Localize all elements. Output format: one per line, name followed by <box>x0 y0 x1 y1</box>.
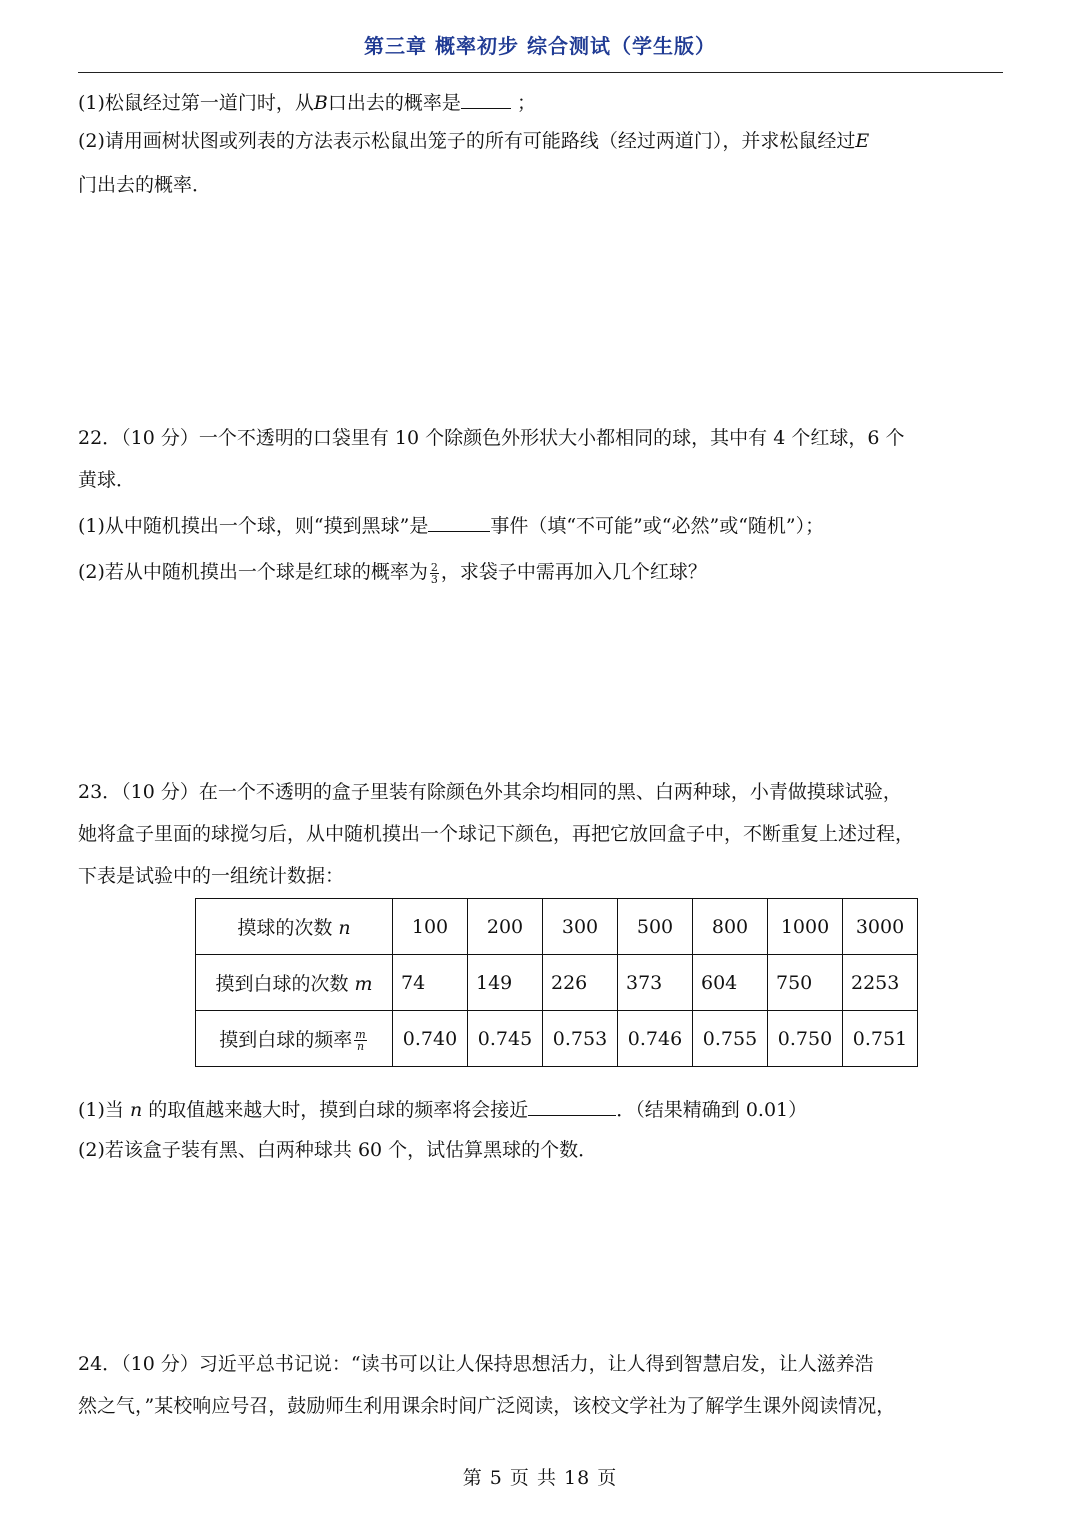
q21-part1: (1)松鼠经过第一道门时，从B口出去的概率是 ； <box>78 88 1003 116</box>
q22-stem: 22．（10 分）一个不透明的口袋里有 10 个除颜色外形状大小都相同的球，其中有 4 个红球，6 个 <box>78 427 905 449</box>
table-cell: 226 <box>543 955 618 1011</box>
q21-part2: (2)请用画树状图或列表的方法表示松鼠出笼子的所有可能路线（经过两道门），并求松鼠经过E <box>78 130 870 152</box>
q24-stem: 24．（10 分）习近平总书记说：“读书可以让人保持思想活力，让人得到智慧启发，让人滋养浩 <box>78 1353 874 1375</box>
table-cell: 750 <box>768 955 843 1011</box>
statistics-table <box>195 898 918 1067</box>
row-label-trials: 摸球的次数 n <box>196 899 393 955</box>
header-divider <box>78 72 1003 73</box>
q23-part1: (1)当 n 的取值越来越大时，摸到白球的频率将会接近 ．（结果精确到 0.01） <box>78 1095 1003 1123</box>
table-cell: 74 <box>393 955 468 1011</box>
table-cell: 100 <box>393 899 468 955</box>
table-cell: 800 <box>693 899 768 955</box>
table-cell: 0.745 <box>468 1011 543 1067</box>
table-cell: 0.746 <box>618 1011 693 1067</box>
fraction-m-over-n: $\frac{m}{n}$ <box>355 1028 366 1054</box>
table-cell: 0.750 <box>768 1011 843 1067</box>
table-cell: 373 <box>618 955 693 1011</box>
q23-part2: (2)若该盒子装有黑、白两种球共 60 个，试估算黑球的个数． <box>78 1139 598 1161</box>
q22-part2: (2)若从中随机摸出一个球是红球的概率为 $\frac{2}{3}$ ，求袋子中需再加入几个红球？ <box>78 560 707 586</box>
table-row <box>196 1011 918 1067</box>
q22-part1: (1)从中随机摸出一个球，则“摸到黑球”是 事件（填“不可能”或“必然”或“随机”）； <box>78 511 1003 539</box>
table-cell: 604 <box>693 955 768 1011</box>
q23-stem-cont1: 她将盒子里面的球搅匀后，从中随机摸出一个球记下颜色，再把它放回盒子中，不断重复上述过程， <box>78 823 915 845</box>
page-header-title: 第三章 概率初步 综合测试（学生版） <box>364 34 716 58</box>
table-cell: 3000 <box>843 899 918 955</box>
table-cell: 0.740 <box>393 1011 468 1067</box>
table-cell: 1000 <box>768 899 843 955</box>
table-cell: 0.753 <box>543 1011 618 1067</box>
row-label-white-count: 摸到白球的次数 m <box>196 955 393 1011</box>
table-cell: 500 <box>618 899 693 955</box>
answer-blank <box>428 511 490 532</box>
table-cell: 2253 <box>843 955 918 1011</box>
q23-stem: 23．（10 分）在一个不透明的盒子里装有除颜色外其余均相同的黑、白两种球，小青做摸球试验， <box>78 781 902 803</box>
answer-blank <box>528 1095 616 1116</box>
table-row <box>196 899 918 955</box>
table-row <box>196 955 918 1011</box>
row-label-white-frequency: 摸到白球的频率 $\frac{m}{n}$ <box>196 1011 393 1067</box>
fraction-two-thirds: $\frac{2}{3}$ <box>430 560 438 586</box>
q21-part2-cont: 门出去的概率． <box>78 174 212 196</box>
table-cell: 200 <box>468 899 543 955</box>
q22-stem-cont: 黄球． <box>78 469 136 491</box>
answer-blank <box>461 88 511 109</box>
q23-stem-cont2: 下表是试验中的一组统计数据： <box>78 865 345 887</box>
page-number-footer: 第 5 页 共 18 页 <box>462 1467 618 1489</box>
table-cell: 300 <box>543 899 618 955</box>
table-cell: 0.751 <box>843 1011 918 1067</box>
q24-stem-cont: 然之气，”某校响应号召，鼓励师生利用课余时间广泛阅读，该校文学社为了解学生课外阅读情况， <box>78 1395 896 1417</box>
table-cell: 149 <box>468 955 543 1011</box>
table-cell: 0.755 <box>693 1011 768 1067</box>
